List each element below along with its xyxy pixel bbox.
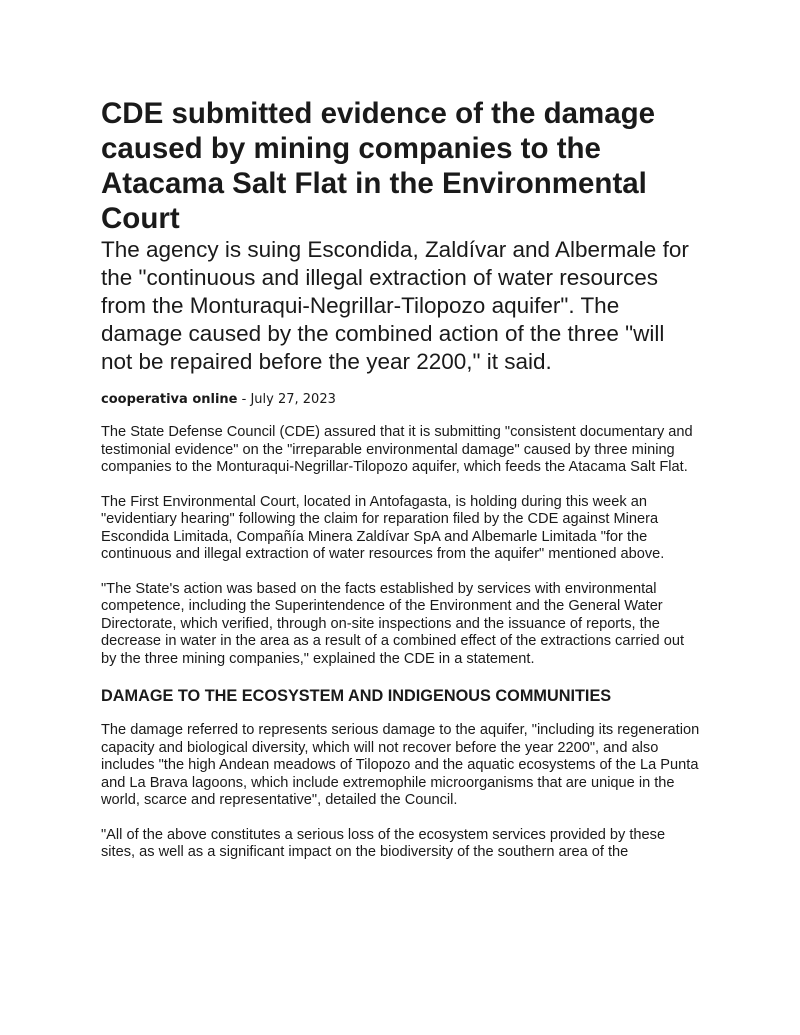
byline-separator: - [237, 392, 251, 407]
byline [101, 392, 701, 408]
byline-source: cooperativa online [101, 392, 238, 407]
paragraph: "The State's action was based on the facts established by services with environmental competence, including the Superintendence of the Environment and the General Water Directorate, which verified, through on-site inspections and the issuance of reports, the decrease in water in the area as a result of a combined effect of the extractions carried out by the three mining companies," explained the CDE in a statement. [101, 580, 684, 667]
paragraph: The damage referred to represents serious damage to the aquifer, "including its regeneration capacity and biological diversity, which will not recover before the year 2200", and also includes "the high Andean meadows of Tilopozo and the aquatic ecosystems of the La Punta and La Brava lagoons, which include extremophile microorganisms that are unique in the world, scarce and representative", detailed the Council. [101, 722, 700, 808]
section-heading: DAMAGE TO THE ECOSYSTEM AND INDIGENOUS COMMUNITIES [101, 687, 612, 705]
article [101, 96, 701, 879]
article-headline: CDE submitted evidence of the damage caused by mining companies to the Atacama Salt Flat in the Environmental Court [101, 97, 656, 235]
byline-date: July 27, 2023 [250, 392, 336, 407]
paragraph: The First Environmental Court, located in Antofagasta, is holding during this week an "evidentiary hearing" following the claim for reparation filed by the CDE against Minera Escondida Limitada, Compañía Minera Zaldívar SpA and Albemarle Limitada "for the continuous and illegal extraction of water resources from the aquifer" mentioned above. [101, 493, 665, 562]
paragraph: "All of the above constitutes a serious loss of the ecosystem services provided by these sites, as well as a significant impact on the biodiversity of the southern area of the [101, 826, 666, 860]
article-subheadline: The agency is suing Escondida, Zaldívar and Albermale for the "continuous and illegal extraction of water resources from the Monturaqui-Negrillar-Tilopozo aquifer". The damage caused by the combined action of the three "will not be repaired before the year 2200," it said. [101, 237, 689, 374]
paragraph: The State Defense Council (CDE) assured that it is submitting "consistent documentary and testimonial evidence" on the "irreparable environmental damage" caused by three mining companies to the Monturaqui-Negrillar-Tilopozo aquifer, which feeds the Atacama Salt Flat. [101, 424, 693, 475]
